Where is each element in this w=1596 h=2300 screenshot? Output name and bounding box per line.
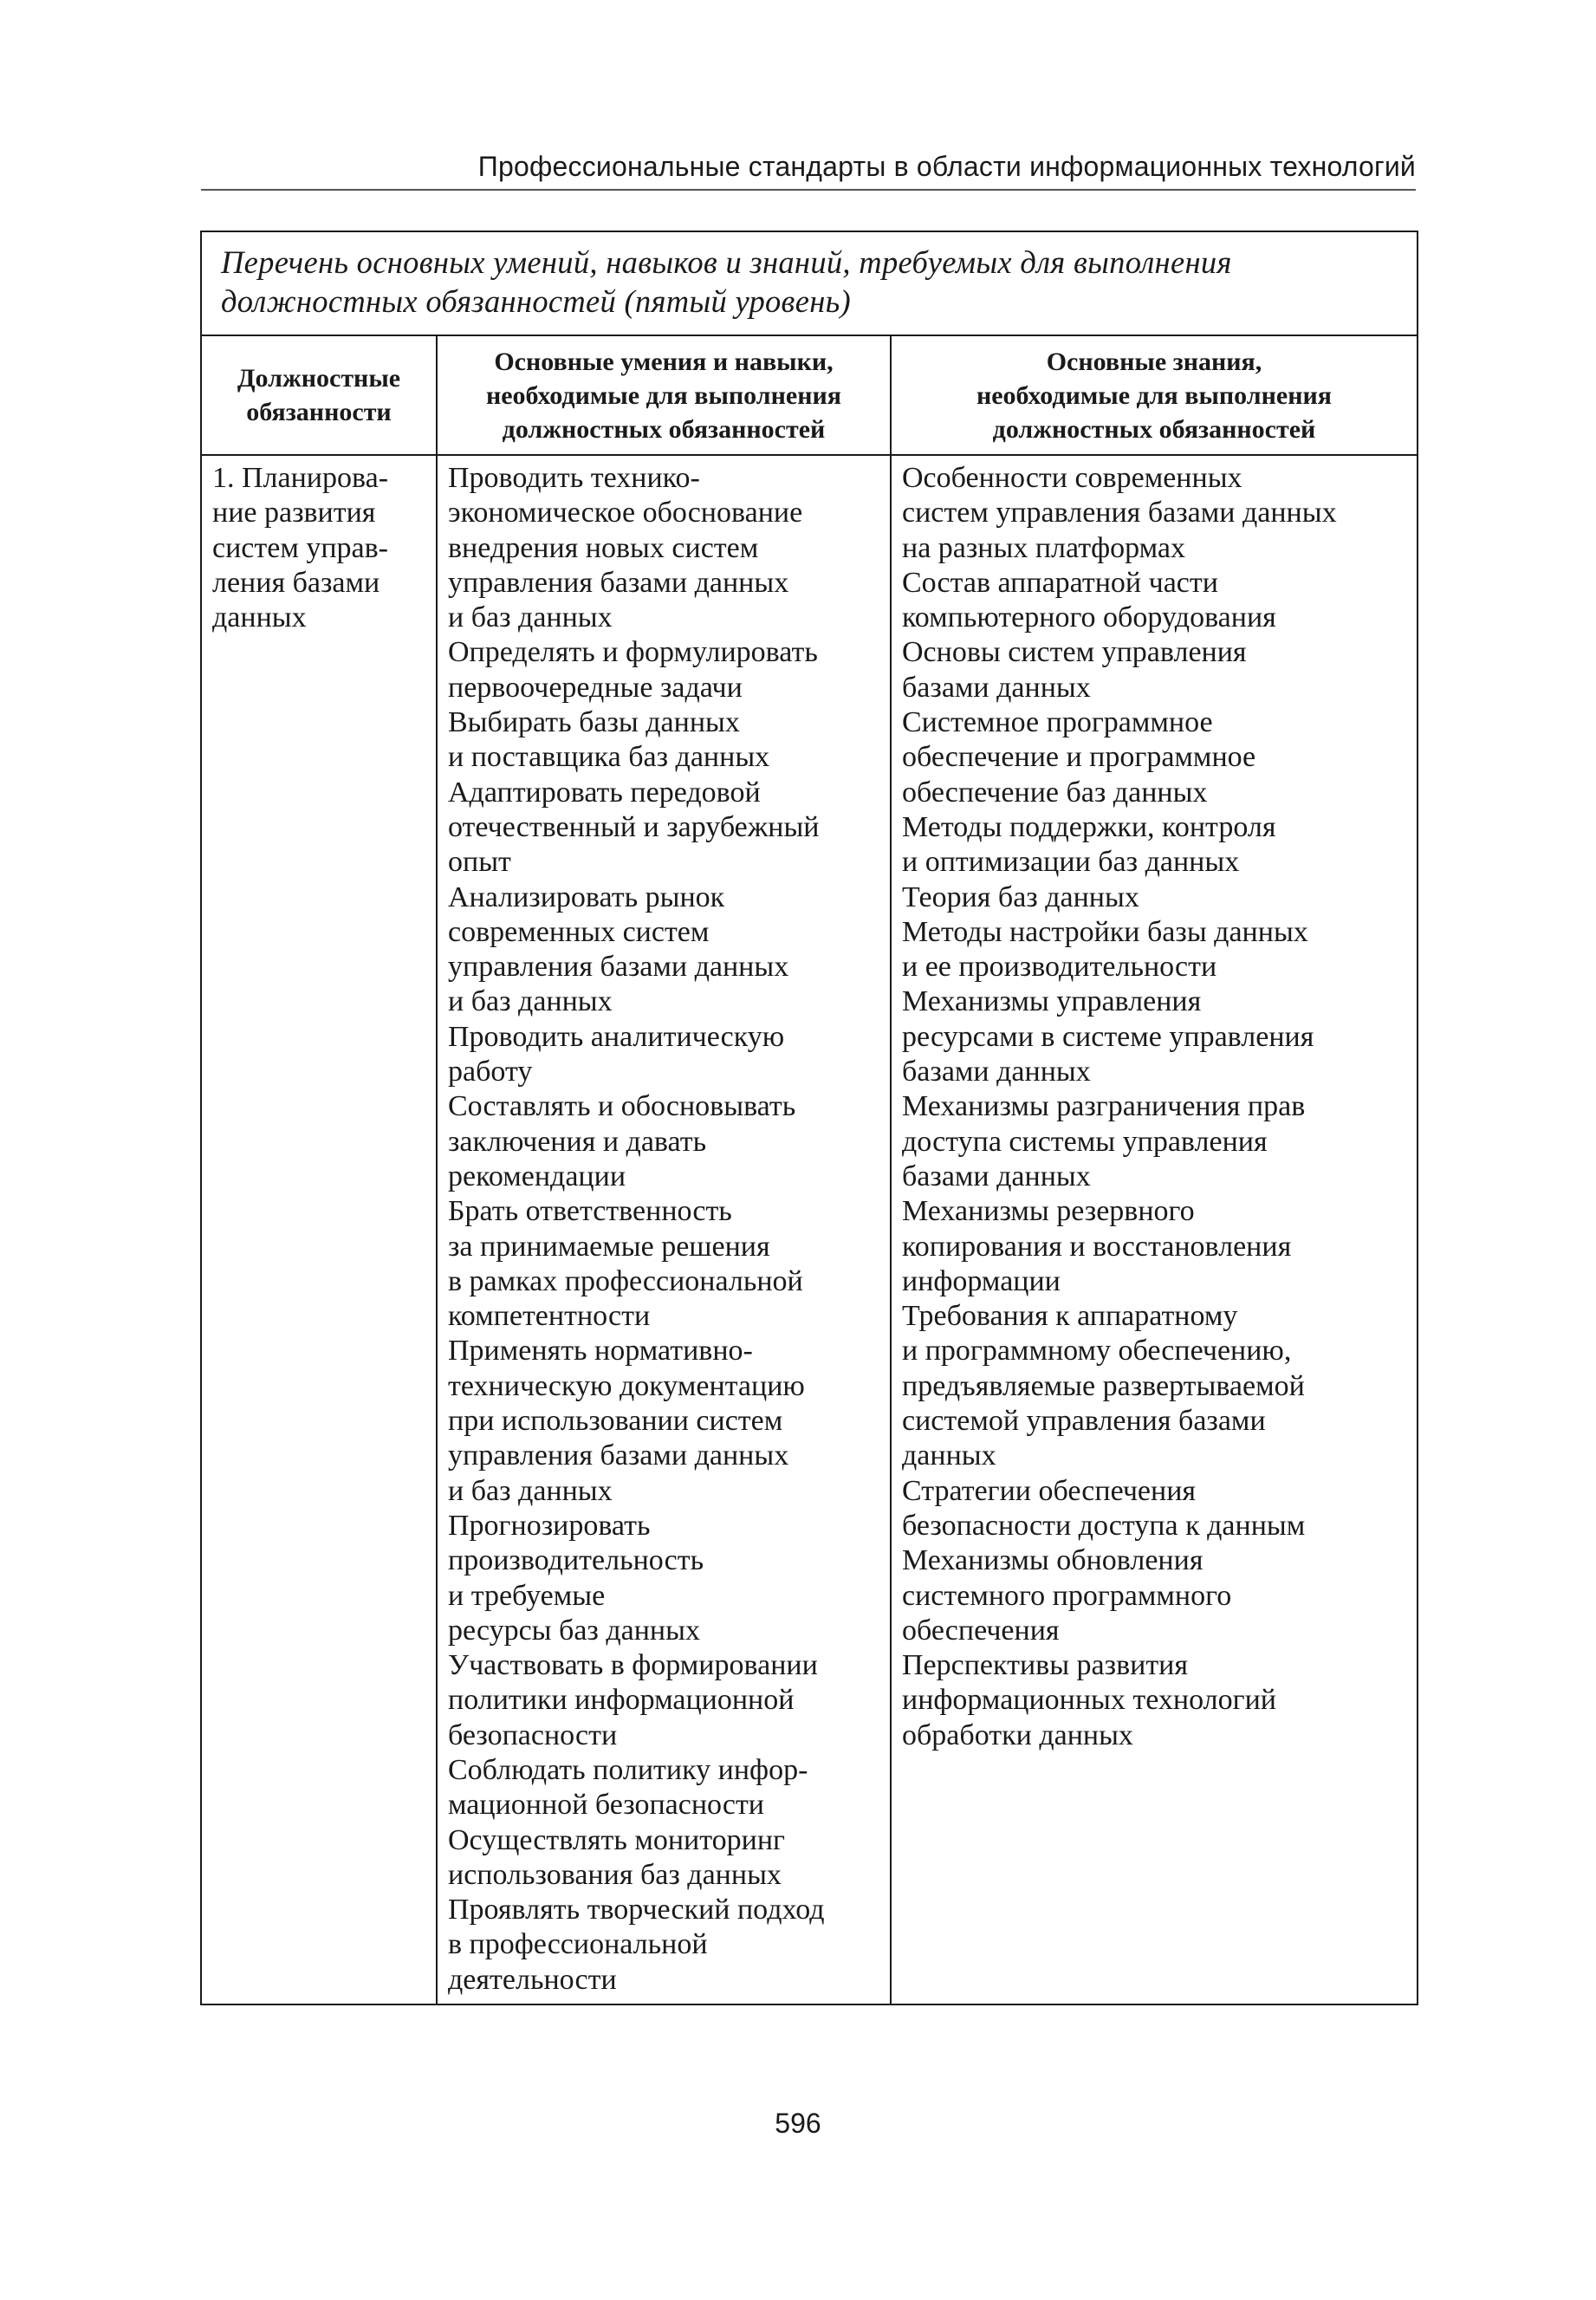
cell-line: данных <box>902 1439 996 1472</box>
cell-line: системой управления базами <box>902 1405 1266 1438</box>
cell-line: и оптимизации баз данных <box>902 846 1240 879</box>
cell-line: работу <box>448 1056 533 1088</box>
header-line: должностных обязанностей <box>502 414 826 444</box>
cell-line: систем управления базами данных <box>902 497 1337 530</box>
cell-line: внедрения новых систем <box>448 531 759 564</box>
cell-line: опыт <box>448 846 511 879</box>
cell-line: мационной безопасности <box>448 1789 765 1822</box>
cell-line: Особенности современных <box>902 462 1242 494</box>
cell-line: при использовании систем <box>448 1405 783 1438</box>
header-line: должностных обязанностей <box>992 414 1316 444</box>
cell-line: обеспечение баз данных <box>902 776 1208 809</box>
cell-line: Механизмы управления <box>902 985 1202 1018</box>
cell-line: Проводить технико- <box>448 462 700 494</box>
cell-line: рекомендации <box>448 1160 626 1192</box>
cell-line: Осуществлять мониторинг <box>448 1823 785 1856</box>
cell-line: Прогнозировать <box>448 1509 651 1542</box>
cell-line: Брать ответственность <box>448 1195 732 1228</box>
cell-line: Выбирать базы данных <box>448 706 740 739</box>
cell-line: ние развития <box>212 497 376 530</box>
cell-line: Соблюдать политику инфор- <box>448 1753 808 1786</box>
cell-line: Анализировать рынок <box>448 880 725 913</box>
cell-line: Методы поддержки, контроля <box>902 810 1276 843</box>
cell-line: и поставщика баз данных <box>448 741 770 774</box>
cell-line: и ее производительности <box>902 951 1217 984</box>
cell-line: обеспечения <box>902 1614 1060 1647</box>
page-number: 596 <box>775 2108 821 2139</box>
header-line: Должностные <box>237 364 401 393</box>
cell-line: на разных платформах <box>902 531 1185 564</box>
cell-line: современных систем <box>448 915 710 948</box>
cell-line: Методы настройки базы данных <box>902 915 1308 948</box>
cell-line: Адаптировать передовой <box>448 776 761 809</box>
cell-line: Определять и формулировать <box>448 636 818 669</box>
cell-line: и баз данных <box>448 601 613 634</box>
cell-line: Механизмы обновления <box>902 1544 1203 1577</box>
cell-line: 1. Планирова- <box>212 462 389 494</box>
skills-cell <box>437 455 891 2004</box>
column-header-duties <box>201 335 437 455</box>
cell-line: производительность <box>448 1544 704 1577</box>
cell-line: заключения и давать <box>448 1125 707 1158</box>
cell-line: Применять нормативно- <box>448 1335 753 1368</box>
cell-line: Основы систем управления <box>902 636 1247 669</box>
header-line: Основные умения и навыки, <box>494 347 834 376</box>
cell-line: Проводить аналитическую <box>448 1020 785 1053</box>
cell-line: базами данных <box>902 1160 1091 1192</box>
cell-line: базами данных <box>902 671 1091 704</box>
header-line: Основные знания, <box>1046 347 1262 376</box>
cell-line: экономическое обоснование <box>448 497 803 530</box>
cell-line: управления базами данных <box>448 1439 789 1472</box>
skills-table <box>200 231 1418 2005</box>
cell-line: политики информационной <box>448 1684 795 1717</box>
cell-line: за принимаемые решения <box>448 1230 770 1263</box>
cell-line: Состав аппаратной части <box>902 566 1218 599</box>
cell-line: Механизмы резервного <box>902 1195 1195 1228</box>
cell-line: управления базами данных <box>448 951 789 984</box>
cell-line: Составлять и обосновывать <box>448 1090 796 1123</box>
header-line: обязанности <box>246 398 392 426</box>
cell-line: Стратегии обеспечения <box>902 1474 1197 1507</box>
table-caption <box>201 231 1418 335</box>
cell-line: копирования и восстановления <box>902 1230 1292 1263</box>
cell-line: Механизмы разграничения прав <box>902 1090 1306 1123</box>
cell-line: безопасности <box>448 1719 618 1751</box>
cell-line: деятельности <box>448 1963 617 1996</box>
cell-line: в профессиональной <box>448 1928 708 1961</box>
cell-line: компетентности <box>448 1300 651 1333</box>
cell-line: Проявлять творческий подход <box>448 1894 825 1926</box>
column-header-knowledge <box>891 335 1418 455</box>
cell-line: базами данных <box>902 1056 1091 1088</box>
cell-line: ления базами <box>212 566 380 599</box>
cell-line: Перспективы развития <box>902 1649 1189 1682</box>
cell-line: в рамках профессиональной <box>448 1264 803 1297</box>
cell-line: доступа системы управления <box>902 1125 1268 1158</box>
cell-line: Требования к аппаратному <box>902 1300 1238 1333</box>
cell-line: информационных технологий <box>902 1684 1276 1717</box>
cell-line: Системное программное <box>902 706 1213 739</box>
caption-row <box>201 231 1418 335</box>
cell-line: безопасности доступа к данным <box>902 1509 1306 1542</box>
cell-line: предъявляемые развертываемой <box>902 1369 1305 1402</box>
cell-line: обеспечение и программное <box>902 741 1256 774</box>
cell-line: Теория баз данных <box>902 880 1139 913</box>
column-header-row <box>201 335 1418 455</box>
cell-line: ресурсами в системе управления <box>902 1020 1314 1053</box>
cell-line: использования баз данных <box>448 1858 782 1891</box>
cell-line: техническую документацию <box>448 1369 805 1402</box>
header-line: необходимые для выполнения <box>485 380 842 410</box>
cell-line: и баз данных <box>448 985 613 1018</box>
cell-line: управления базами данных <box>448 566 789 599</box>
table-row <box>201 455 1418 2004</box>
cell-line: данных <box>212 601 307 634</box>
cell-line: и баз данных <box>448 1474 613 1507</box>
cell-line: и требуемые <box>448 1579 606 1612</box>
cell-line: ресурсы баз данных <box>448 1614 700 1647</box>
cell-line: системного программного <box>902 1579 1232 1612</box>
header-rule <box>201 189 1416 191</box>
caption-line: Перечень основных умений, навыков и знаний, требуемых для выполнения <box>221 244 1232 280</box>
knowledge-cell <box>891 455 1418 2004</box>
cell-line: информации <box>902 1264 1061 1297</box>
caption-line: должностных обязанностей (пятый уровень) <box>221 283 851 319</box>
column-header-skills <box>437 335 891 455</box>
cell-line: обработки данных <box>902 1719 1133 1751</box>
cell-line: Участвовать в формировании <box>448 1649 818 1682</box>
cell-line: компьютерного оборудования <box>902 601 1276 634</box>
cell-line: систем управ- <box>212 531 389 564</box>
running-title: Профессиональные стандарты в области информационных технологий <box>477 151 1416 182</box>
cell-line: и программному обеспечению, <box>902 1335 1292 1368</box>
cell-line: первоочередные задачи <box>448 671 743 704</box>
cell-line: отечественный и зарубежный <box>448 810 820 843</box>
duty-cell <box>201 455 437 2004</box>
header-line: необходимые для выполнения <box>976 380 1333 410</box>
